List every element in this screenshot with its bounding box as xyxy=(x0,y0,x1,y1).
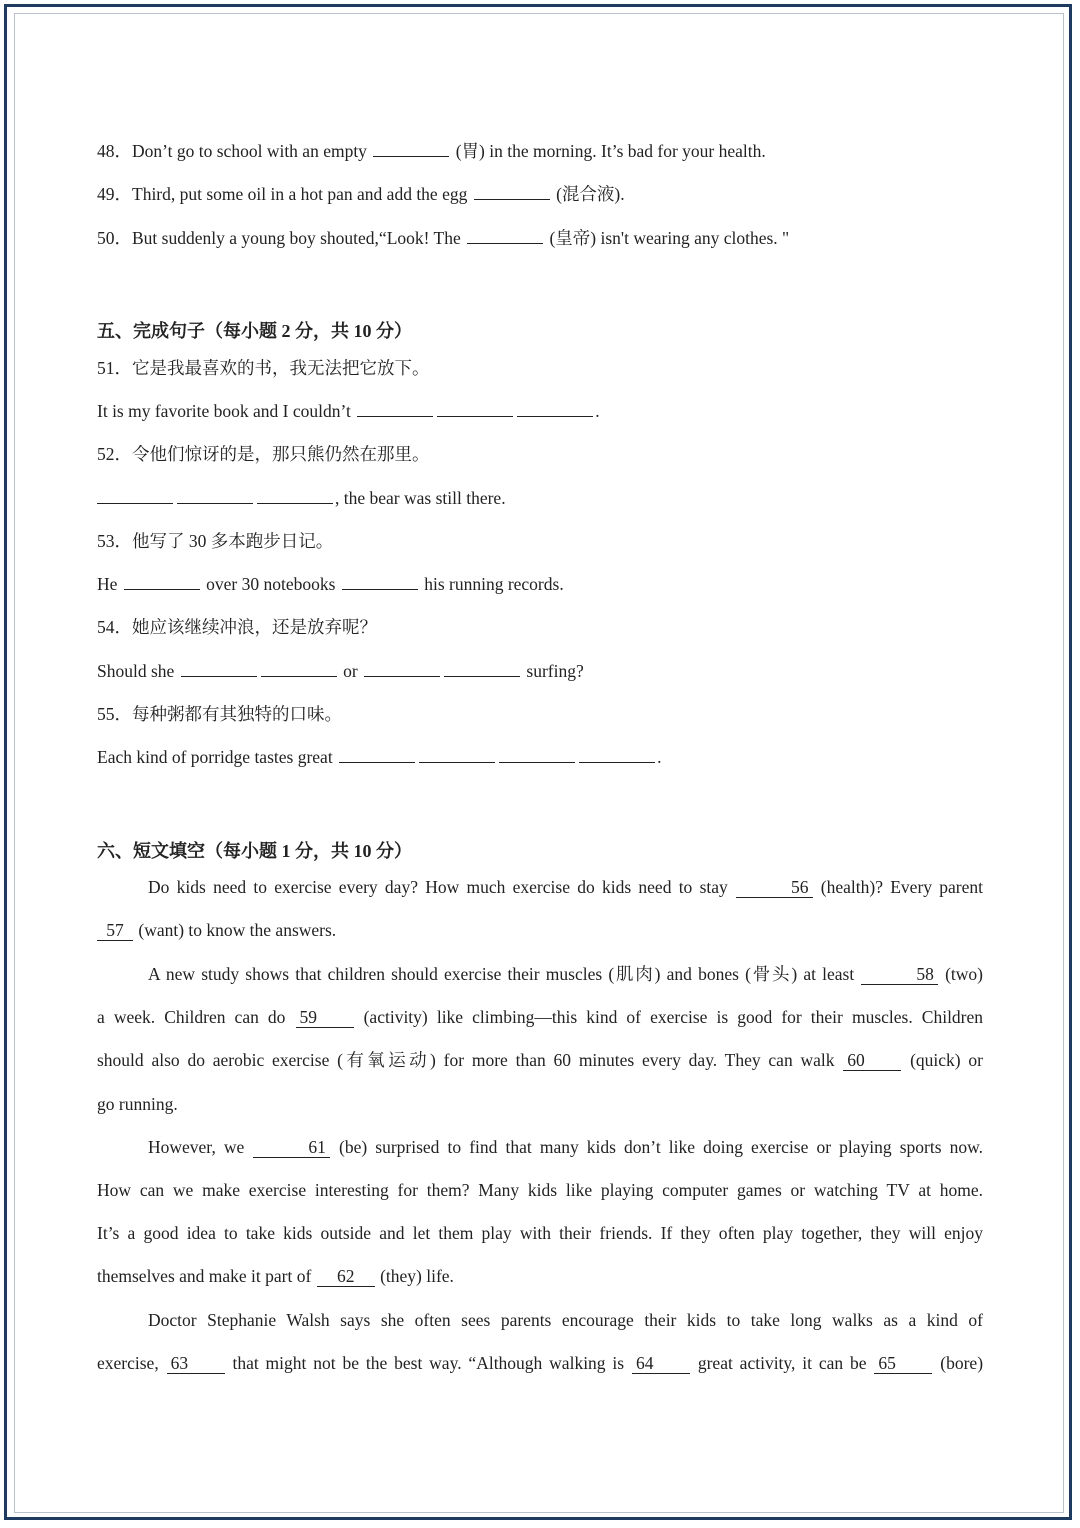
question-55-chinese: 55．每种粥都有其独特的口味。 xyxy=(97,704,342,724)
passage-line: Doctor Stephanie Walsh says she often sees parents encourage their kids to take long walks as a kind of xyxy=(148,1310,983,1330)
question-52-sentence: , the bear was still there. xyxy=(97,487,983,509)
question-53-sentence: He over 30 notebooks his running records. xyxy=(97,574,564,594)
answer-blank[interactable] xyxy=(437,400,513,417)
answer-blank[interactable] xyxy=(357,400,433,417)
question-48: 48．Don’t go to school with an empty (胃) in the morning. It’s bad for your health. xyxy=(97,141,766,161)
passage-line: How can we make exercise interesting for them? Many kids like playing computer games or watching TV at home. xyxy=(97,1180,983,1200)
answer-blank[interactable] xyxy=(579,746,655,763)
passage-line: 57 (want) to know the answers. xyxy=(97,919,983,941)
answer-blank[interactable] xyxy=(474,183,550,200)
answer-blank[interactable] xyxy=(373,140,449,157)
numbered-blank[interactable]: 60 xyxy=(843,1050,901,1071)
passage-line: However, we 61 (be) surprised to find that many kids don’t like doing exercise or playing sports now. xyxy=(148,1137,983,1157)
question-54-chinese: 54．她应该继续冲浪，还是放弃呢？ xyxy=(97,617,377,637)
numbered-blank[interactable]: 56 xyxy=(736,877,813,898)
passage-line: a week. Children can do 59 (activity) like climbing—this kind of exercise is good for their muscles. Children xyxy=(97,1007,984,1027)
answer-blank[interactable] xyxy=(257,487,333,504)
question-52-chinese: 52．令他们惊讶的是，那只熊仍然在那里。 xyxy=(97,444,430,464)
passage-line: themselves and make it part of 62 (they) life. xyxy=(97,1266,454,1286)
numbered-blank[interactable]: 61 xyxy=(253,1137,330,1158)
numbered-blank[interactable]: 62 xyxy=(317,1266,375,1287)
numbered-blank[interactable]: 58 xyxy=(861,964,938,985)
question-54-sentence: Should she or surfing? xyxy=(97,661,584,681)
numbered-blank[interactable]: 57 xyxy=(97,920,133,941)
question-49: 49．Third, put some oil in a hot pan and add the egg (混合液). xyxy=(97,184,625,204)
passage-line: It’s a good idea to take kids outside and let them play with their friends. If they often play together, they will enjoy xyxy=(97,1223,983,1243)
numbered-blank[interactable]: 63 xyxy=(167,1353,225,1374)
answer-blank[interactable] xyxy=(177,487,253,504)
answer-blank[interactable] xyxy=(181,660,257,677)
answer-blank[interactable] xyxy=(467,227,543,244)
question-51-chinese: 51．它是我最喜欢的书，我无法把它放下。 xyxy=(97,358,430,378)
passage-line: should also do aerobic exercise (有氧运动) for more than 60 minutes every day. They can walk 60 (quick) or xyxy=(97,1050,983,1070)
question-53-chinese: 53．他写了 30 多本跑步日记。 xyxy=(97,531,334,551)
numbered-blank[interactable]: 59 xyxy=(296,1007,354,1028)
answer-blank[interactable] xyxy=(261,660,337,677)
answer-blank[interactable] xyxy=(499,746,575,763)
answer-blank[interactable] xyxy=(444,660,520,677)
passage-line: go running. xyxy=(97,1094,178,1114)
question-51-sentence: It is my favorite book and I couldn’t . xyxy=(97,401,600,421)
section-five-title: 五、完成句子（每小题 2 分，共 10 分） xyxy=(97,321,412,341)
answer-blank[interactable] xyxy=(339,746,415,763)
numbered-blank[interactable]: 64 xyxy=(632,1353,690,1374)
answer-blank[interactable] xyxy=(364,660,440,677)
answer-blank[interactable] xyxy=(342,573,418,590)
numbered-blank[interactable]: 65 xyxy=(874,1353,932,1374)
answer-blank[interactable] xyxy=(419,746,495,763)
question-50: 50．But suddenly a young boy shouted,“Look! The (皇帝) isn't wearing any clothes. " xyxy=(97,228,790,248)
passage-line: Do kids need to exercise every day? How much exercise do kids need to stay 56 (health)? Every parent xyxy=(148,877,984,897)
question-55-sentence: Each kind of porridge tastes great . xyxy=(97,747,662,767)
section-six-title: 六、短文填空（每小题 1 分，共 10 分） xyxy=(97,841,412,861)
passage-line: A new study shows that children should exercise their muscles (肌肉) and bones (骨头) at least 58 (two) xyxy=(148,964,983,984)
answer-blank[interactable] xyxy=(97,487,173,504)
answer-blank[interactable] xyxy=(517,400,593,417)
answer-blank[interactable] xyxy=(124,573,200,590)
passage-line: exercise, 63 that might not be the best way. “Although walking is 64 great activity, it can be 65 (bore) xyxy=(97,1353,984,1373)
